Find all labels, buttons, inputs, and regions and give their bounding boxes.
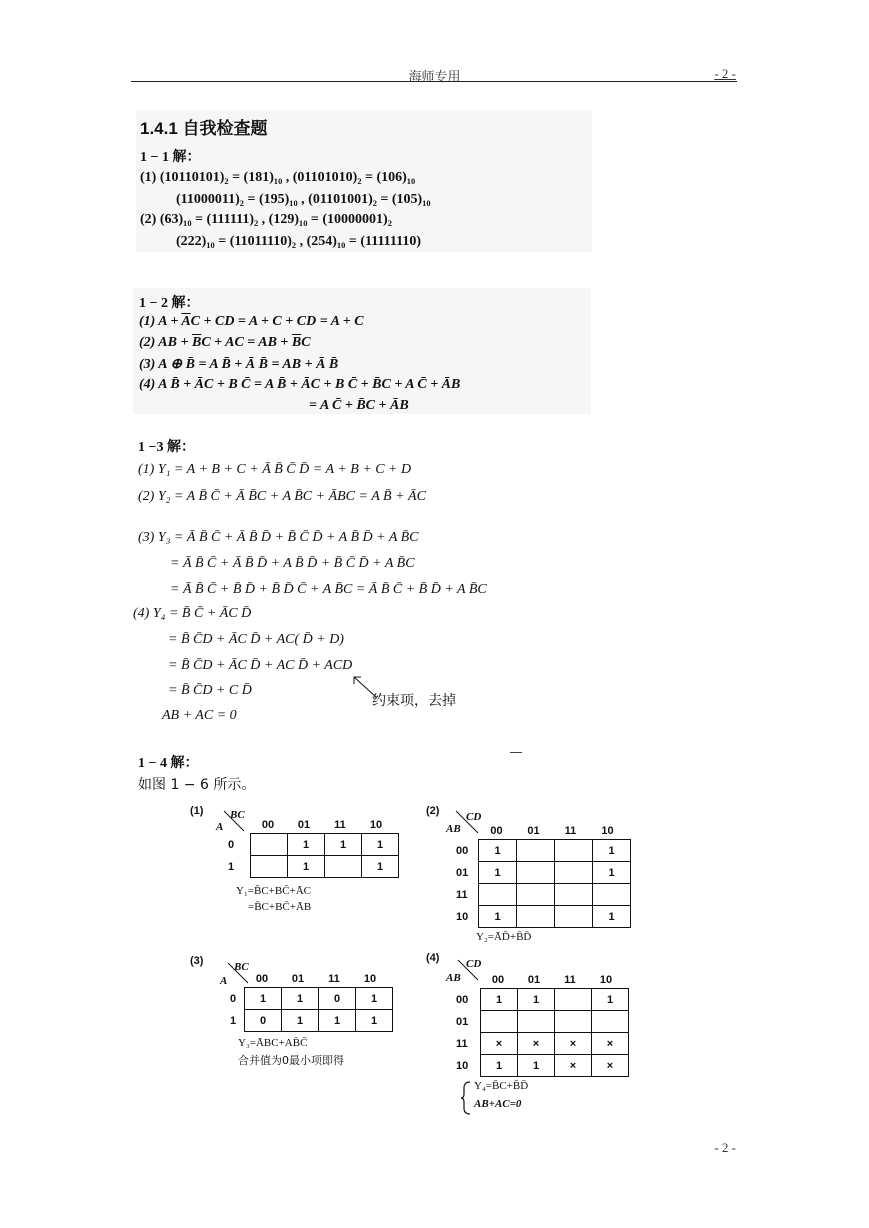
kmap-col-header: 10 bbox=[363, 973, 377, 985]
answer-line: (2) (63)₁₀ = (111111)₂ , (129)₁₀ = (10000001)₂ bbox=[140, 212, 392, 227]
answer-line: = B̄ C̄D + ĀC D̄ + AC( D̄ + D) bbox=[168, 632, 344, 647]
kmap-column-variable: CD bbox=[466, 958, 482, 970]
kmap-cell: 0 bbox=[245, 1010, 282, 1032]
kmap-row-variable: A bbox=[220, 975, 228, 987]
kmap-row-header: 0 bbox=[228, 839, 235, 851]
kmap-row-variable: A bbox=[216, 821, 224, 833]
kmap-row-header: 0 bbox=[230, 993, 237, 1005]
kmap-cell: × bbox=[555, 1033, 592, 1055]
kmap-cell: × bbox=[555, 1055, 592, 1077]
kmap-number: (4) bbox=[426, 952, 440, 964]
kmap-number: (1) bbox=[190, 805, 204, 817]
kmap-cell bbox=[251, 856, 288, 878]
answer-line: (1) Y₁ = A + B + C + Ā B̄ C̄ D̄ = A + B + C + D bbox=[138, 462, 412, 477]
kmap-col-header: 01 bbox=[527, 825, 540, 837]
kmap-col-header: 11 bbox=[334, 819, 346, 831]
answer-line: = Ā B̄ C̄ + B̄ D̄ + B̄ D̄ C̄ + A B̄C = Ā B̄ C̄ + B̄ D̄ + A B̄C bbox=[170, 582, 487, 597]
kmap-cell bbox=[481, 1011, 518, 1033]
kmap-cell bbox=[555, 906, 593, 928]
kmap-col-header: 00 bbox=[491, 974, 505, 986]
kmap-diagonal bbox=[456, 958, 480, 982]
brace-icon bbox=[460, 1080, 472, 1116]
kmap-row-header: 10 bbox=[456, 1060, 469, 1072]
kmap-cell bbox=[517, 906, 555, 928]
kmap-col-header: 01 bbox=[527, 974, 541, 986]
kmap-cell: 1 bbox=[362, 834, 399, 856]
answer-line: = B̄ C̄D + ĀC D̄ + AC D̄ + ACD bbox=[168, 658, 353, 673]
kmap-row-header: 11 bbox=[456, 1038, 468, 1050]
kmap-col-header: 10 bbox=[599, 974, 613, 986]
kmap-col-header: 01 bbox=[297, 819, 311, 831]
section-1-2-block bbox=[133, 288, 591, 414]
answer-line: = A C̄ + B̄C + ĀB bbox=[309, 398, 409, 413]
kmap-expression: Y₃=ĀBC+AB̄C̄ bbox=[238, 1037, 308, 1049]
kmap-cell bbox=[517, 884, 555, 906]
kmap-cell: 1 bbox=[356, 988, 393, 1010]
problem-1-3-label: 1 −3 解： bbox=[138, 440, 195, 455]
answer-line: (2) AB + $\overline{B}C$ + AC = AB + $\overline{B}C$ bbox=[139, 335, 311, 350]
kmap-row-header: 1 bbox=[228, 861, 235, 873]
section-1-1-block bbox=[136, 110, 592, 252]
kmap-row-variable: AB bbox=[446, 972, 461, 984]
kmap-cell: 1 bbox=[288, 856, 325, 878]
kmap-cell: 1 bbox=[479, 840, 517, 862]
kmap-col-header: 11 bbox=[564, 825, 577, 837]
kmap-cell: 1 bbox=[518, 989, 555, 1011]
answer-line: = Ā B̄ C̄ + Ā B̄ D̄ + A B̄ D̄ + B̄ C̄ D̄ + A B̄C bbox=[170, 556, 415, 571]
kmap-col-header: 11 bbox=[328, 973, 340, 985]
kmap-cell: 1 bbox=[356, 1010, 393, 1032]
karnaugh-map-4 bbox=[426, 952, 636, 1122]
kmap-cell bbox=[518, 1011, 555, 1033]
kmap-cell: 0 bbox=[319, 988, 356, 1010]
kmap-cell: 1 bbox=[593, 906, 631, 928]
kmap-column-variable: BC bbox=[234, 961, 249, 973]
karnaugh-map-3 bbox=[190, 955, 410, 1070]
stray-mark bbox=[510, 752, 522, 753]
kmap-col-header: 10 bbox=[601, 825, 614, 837]
kmap-cell: 1 bbox=[282, 988, 319, 1010]
kmap-row-header: 1 bbox=[230, 1015, 237, 1027]
kmap-column-variable: CD bbox=[466, 811, 482, 823]
constraint-note: 约束项，去掉 bbox=[372, 693, 456, 709]
kmap-cell bbox=[555, 862, 593, 884]
kmap-column-variable: BC bbox=[230, 809, 245, 821]
answer-line: (1) $A + \overline{A}C$ + CD = A + C + CD = A + C bbox=[139, 314, 364, 329]
kmap-diagonal bbox=[222, 809, 246, 833]
answer-line: (11000011)₂ = (195)₁₀ , (01101001)₂ = (105)₁₀ bbox=[176, 192, 431, 207]
kmap-col-header: 00 bbox=[255, 973, 269, 985]
kmap-cell: 1 bbox=[593, 840, 631, 862]
kmap-note: 合并值为0最小项即得 bbox=[238, 1054, 344, 1067]
kmap-number: (3) bbox=[190, 955, 204, 967]
kmap-cell: 1 bbox=[245, 988, 282, 1010]
answer-line: = B̄ C̄D + C D̄ bbox=[168, 683, 252, 698]
answer-line: (4) Y₄ = B̄ C̄ + ĀC D̄ bbox=[133, 606, 252, 621]
kmap-cell: × bbox=[592, 1033, 629, 1055]
kmap-cell: 1 bbox=[479, 906, 517, 928]
header-page-number: - 2 - bbox=[714, 66, 736, 81]
kmap-expression: Y₁=B̄C+BC̄+ĀC bbox=[236, 885, 312, 897]
kmap-cell: 1 bbox=[479, 862, 517, 884]
kmap-cell: 1 bbox=[319, 1010, 356, 1032]
kmap-diagonal bbox=[454, 809, 480, 835]
kmap-row-header: 11 bbox=[456, 889, 468, 901]
problem-1-4-label: 1 − 4 解： bbox=[138, 756, 199, 771]
kmap-cell bbox=[251, 834, 288, 856]
kmap-cell: 1 bbox=[282, 1010, 319, 1032]
karnaugh-map-1 bbox=[190, 805, 400, 915]
kmap-row-header: 01 bbox=[456, 867, 469, 879]
answer-line: (3) Y₃ = Ā B̄ C̄ + Ā B̄ D̄ + B̄ C̄ D̄ + A B̄ D̄ + A B̄C bbox=[138, 530, 419, 545]
constraint-line: AB + AC = 0 bbox=[162, 708, 237, 723]
kmap-cell bbox=[555, 989, 592, 1011]
answer-line: (4) A B̄ + ĀC + B C̄ = A B̄ + ĀC + B C̄ + B̄C + A C̄ + ĀB bbox=[139, 377, 461, 392]
kmap-grid bbox=[250, 833, 399, 878]
kmap-cell: 1 bbox=[325, 834, 362, 856]
kmap-cell bbox=[555, 1011, 592, 1033]
kmap-cell: 1 bbox=[518, 1055, 555, 1077]
kmap-cell: 1 bbox=[481, 1055, 518, 1077]
kmap-cell bbox=[593, 884, 631, 906]
kmap-cell: × bbox=[481, 1033, 518, 1055]
answer-line: (1) (10110101)₂ = (181)₁₀ , (01101010)₂ = (106)₁₀ bbox=[140, 170, 416, 185]
answer-line: (3) A ⊕ B̄ = A B̄ + Ā B̄ = AB + Ā B̄ bbox=[139, 357, 339, 372]
kmap-cell bbox=[517, 840, 555, 862]
footer-page-number: - 2 - bbox=[714, 1140, 736, 1155]
kmap-number: (2) bbox=[426, 805, 440, 817]
answer-line: (222)₁₀ = (11011110)₂ , (254)₁₀ = (11111110) bbox=[176, 234, 422, 249]
kmap-cell: 1 bbox=[362, 856, 399, 878]
kmap-row-header: 00 bbox=[456, 994, 469, 1006]
kmap-cell bbox=[555, 884, 593, 906]
kmap-cell: 1 bbox=[593, 862, 631, 884]
problem-1-2-label: 1 − 2 解： bbox=[139, 296, 200, 311]
header-divider bbox=[131, 81, 737, 82]
kmap-cell bbox=[555, 840, 593, 862]
kmap-expression: AB+AC=0 bbox=[474, 1098, 522, 1110]
kmap-cell: 1 bbox=[481, 989, 518, 1011]
kmap-row-header: 00 bbox=[456, 845, 469, 857]
kmap-row-header: 10 bbox=[456, 911, 469, 923]
kmap-expression: Y₂=ĀD̄+B̄D̄ bbox=[476, 931, 532, 943]
header-title: 海师专用 bbox=[408, 69, 461, 84]
kmap-grid bbox=[244, 987, 393, 1032]
section-heading: 1.4.1 自我检查题 bbox=[140, 119, 268, 138]
kmap-cell: 1 bbox=[288, 834, 325, 856]
kmap-col-header: 00 bbox=[261, 819, 275, 831]
kmap-cell: × bbox=[592, 1055, 629, 1077]
kmap-expression: Y₄=B̄C+B̄D̄ bbox=[474, 1080, 529, 1092]
kmap-cell: 1 bbox=[592, 989, 629, 1011]
kmap-cell bbox=[592, 1011, 629, 1033]
kmap-cell: × bbox=[518, 1033, 555, 1055]
kmap-row-header: 01 bbox=[456, 1016, 469, 1028]
karnaugh-map-2 bbox=[426, 805, 636, 945]
kmap-col-header: 10 bbox=[369, 819, 383, 831]
kmap-cell bbox=[517, 862, 555, 884]
kmap-col-header: 11 bbox=[564, 974, 576, 986]
kmap-row-variable: AB bbox=[446, 823, 461, 835]
kmap-cell bbox=[479, 884, 517, 906]
kmap-expression: =B̄C+BC̄+ĀB bbox=[248, 901, 312, 913]
figure-reference: 如图 1 − 6 所示。 bbox=[138, 777, 256, 793]
answer-line: (2) Y₂ = A B̄ C̄ + Ā B̄C + A B̄C + ĀBC = A B̄ + ĀC bbox=[138, 489, 426, 504]
kmap-cell bbox=[325, 856, 362, 878]
problem-1-1-label: 1 − 1 解： bbox=[140, 150, 201, 165]
kmap-col-header: 01 bbox=[291, 973, 305, 985]
kmap-grid bbox=[478, 839, 631, 928]
kmap-col-header: 00 bbox=[490, 825, 503, 837]
kmap-grid bbox=[480, 988, 629, 1077]
